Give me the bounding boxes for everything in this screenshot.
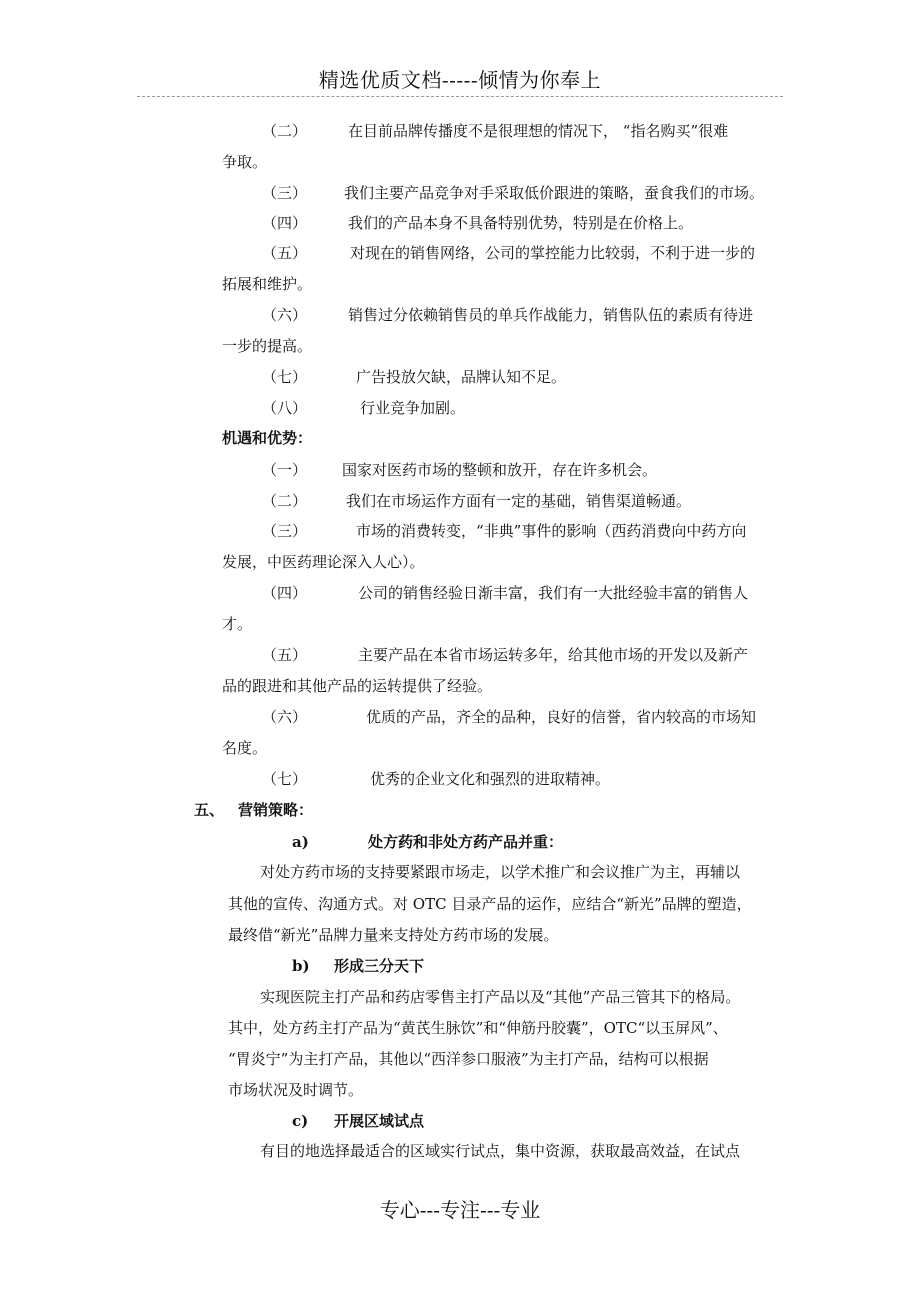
header-divider: [137, 96, 783, 97]
list-item-tag: （五）: [262, 646, 308, 664]
list-item-text: 对现在的销售网络，公司的掌控能力比较弱，不利于进一步的: [350, 244, 756, 262]
list-item-text: 名度。: [222, 739, 268, 757]
subsection-title-c: 开展区域试点: [334, 1112, 425, 1130]
list-item-tag: （五）: [262, 244, 308, 262]
list-item-text: 我们主要产品竞争对手采取低价跟进的策略，蚕食我们的市场。: [344, 184, 765, 202]
list-item-tag: （四）: [262, 214, 308, 232]
list-item-tag: （七）: [262, 368, 308, 386]
paragraph-line: 有目的地选择最适合的区域实行试点，集中资源，获取最高效益，在试点: [260, 1142, 741, 1160]
paragraph-line: 市场状况及时调节。: [228, 1081, 364, 1099]
paragraph-line: 实现医院主打产品和药店零售主打产品以及“其他”产品三管其下的格局。: [260, 988, 741, 1006]
paragraph-line: 其他的宣传、沟通方式。对 OTC 目录产品的运作，应结合“新光”品牌的塑造，: [228, 895, 752, 913]
list-item-text: 优质的产品，齐全的品种，良好的信誉，省内较高的市场知: [366, 708, 757, 726]
list-item-text: 一步的提高。: [222, 337, 313, 355]
list-item-tag: （七）: [262, 770, 308, 788]
list-item-tag: （三）: [262, 522, 308, 540]
section-title: 营销策略：: [238, 801, 314, 819]
list-item-text: 才。: [222, 615, 253, 633]
list-item-text: 销售过分依赖销售员的单兵作战能力，销售队伍的素质有待进: [348, 306, 754, 324]
list-item-text: 行业竞争加剧。: [360, 399, 466, 417]
page-header-title: 精选优质文档-----倾情为你奉上: [318, 68, 602, 92]
list-item-text: 发展，中医药理论深入人心）。: [222, 553, 425, 571]
subsection-label-b: b): [292, 957, 310, 975]
paragraph-line: “胃炎宁”为主打产品，其他以“西洋参口服液”为主打产品，结构可以根据: [228, 1050, 709, 1068]
list-item-text: 国家对医药市场的整顿和放开，存在许多机会。: [342, 461, 658, 479]
section-number: 五、: [194, 801, 225, 819]
list-item-tag: （四）: [262, 584, 308, 602]
list-item-tag: （八）: [262, 399, 308, 417]
list-item-text: 主要产品在本省市场运转多年，给其他市场的开发以及新产: [358, 646, 749, 664]
list-item-tag: （六）: [262, 708, 308, 726]
paragraph-line: 最终借“新光”品牌力量来支持处方药市场的发展。: [228, 926, 559, 944]
list-item-text: 拓展和维护。: [222, 275, 313, 293]
list-item-text: 优秀的企业文化和强烈的进取精神。: [370, 770, 611, 788]
subsection-label-a: a): [292, 833, 309, 851]
list-item-text: 在目前品牌传播度不是很理想的情况下， “指名购买”很难: [348, 122, 729, 140]
list-item-text: 公司的销售经验日渐丰富，我们有一大批经验丰富的销售人: [358, 584, 749, 602]
list-item-tag: （六）: [262, 306, 308, 324]
list-item-text: 我们的产品本身不具备特别优势，特别是在价格上。: [348, 214, 694, 232]
paragraph-line: 其中，处方药主打产品为“黄芪生脉饮”和“伸筋丹胶囊”，OTC“以玉屏风”、: [228, 1019, 728, 1037]
subsection-title-b: 形成三分天下: [334, 957, 425, 975]
list-item-text: 市场的消费转变，“非典”事件的影响（西药消费向中药方向: [356, 522, 747, 540]
paragraph-line: 对处方药市场的支持要紧跟市场走，以学术推广和会议推广为主，再辅以: [260, 863, 741, 881]
section-heading-opportunities: 机遇和优势：: [222, 429, 313, 447]
list-item-tag: （一）: [262, 461, 308, 479]
list-item-tag: （二）: [262, 122, 308, 140]
list-item-tag: （二）: [262, 492, 308, 510]
page-footer: 专心---专注---专业: [379, 1198, 541, 1222]
list-item-tag: （三）: [262, 184, 308, 202]
subsection-label-c: c): [292, 1112, 309, 1130]
list-item-text: 品的跟进和其他产品的运转提供了经验。: [222, 677, 493, 695]
list-item-text: 我们在市场运作方面有一定的基础，销售渠道畅通。: [346, 492, 692, 510]
subsection-title-a: 处方药和非处方药产品并重：: [368, 833, 564, 851]
list-item-text: 广告投放欠缺，品牌认知不足。: [356, 368, 567, 386]
list-item-text: 争取。: [222, 153, 268, 171]
